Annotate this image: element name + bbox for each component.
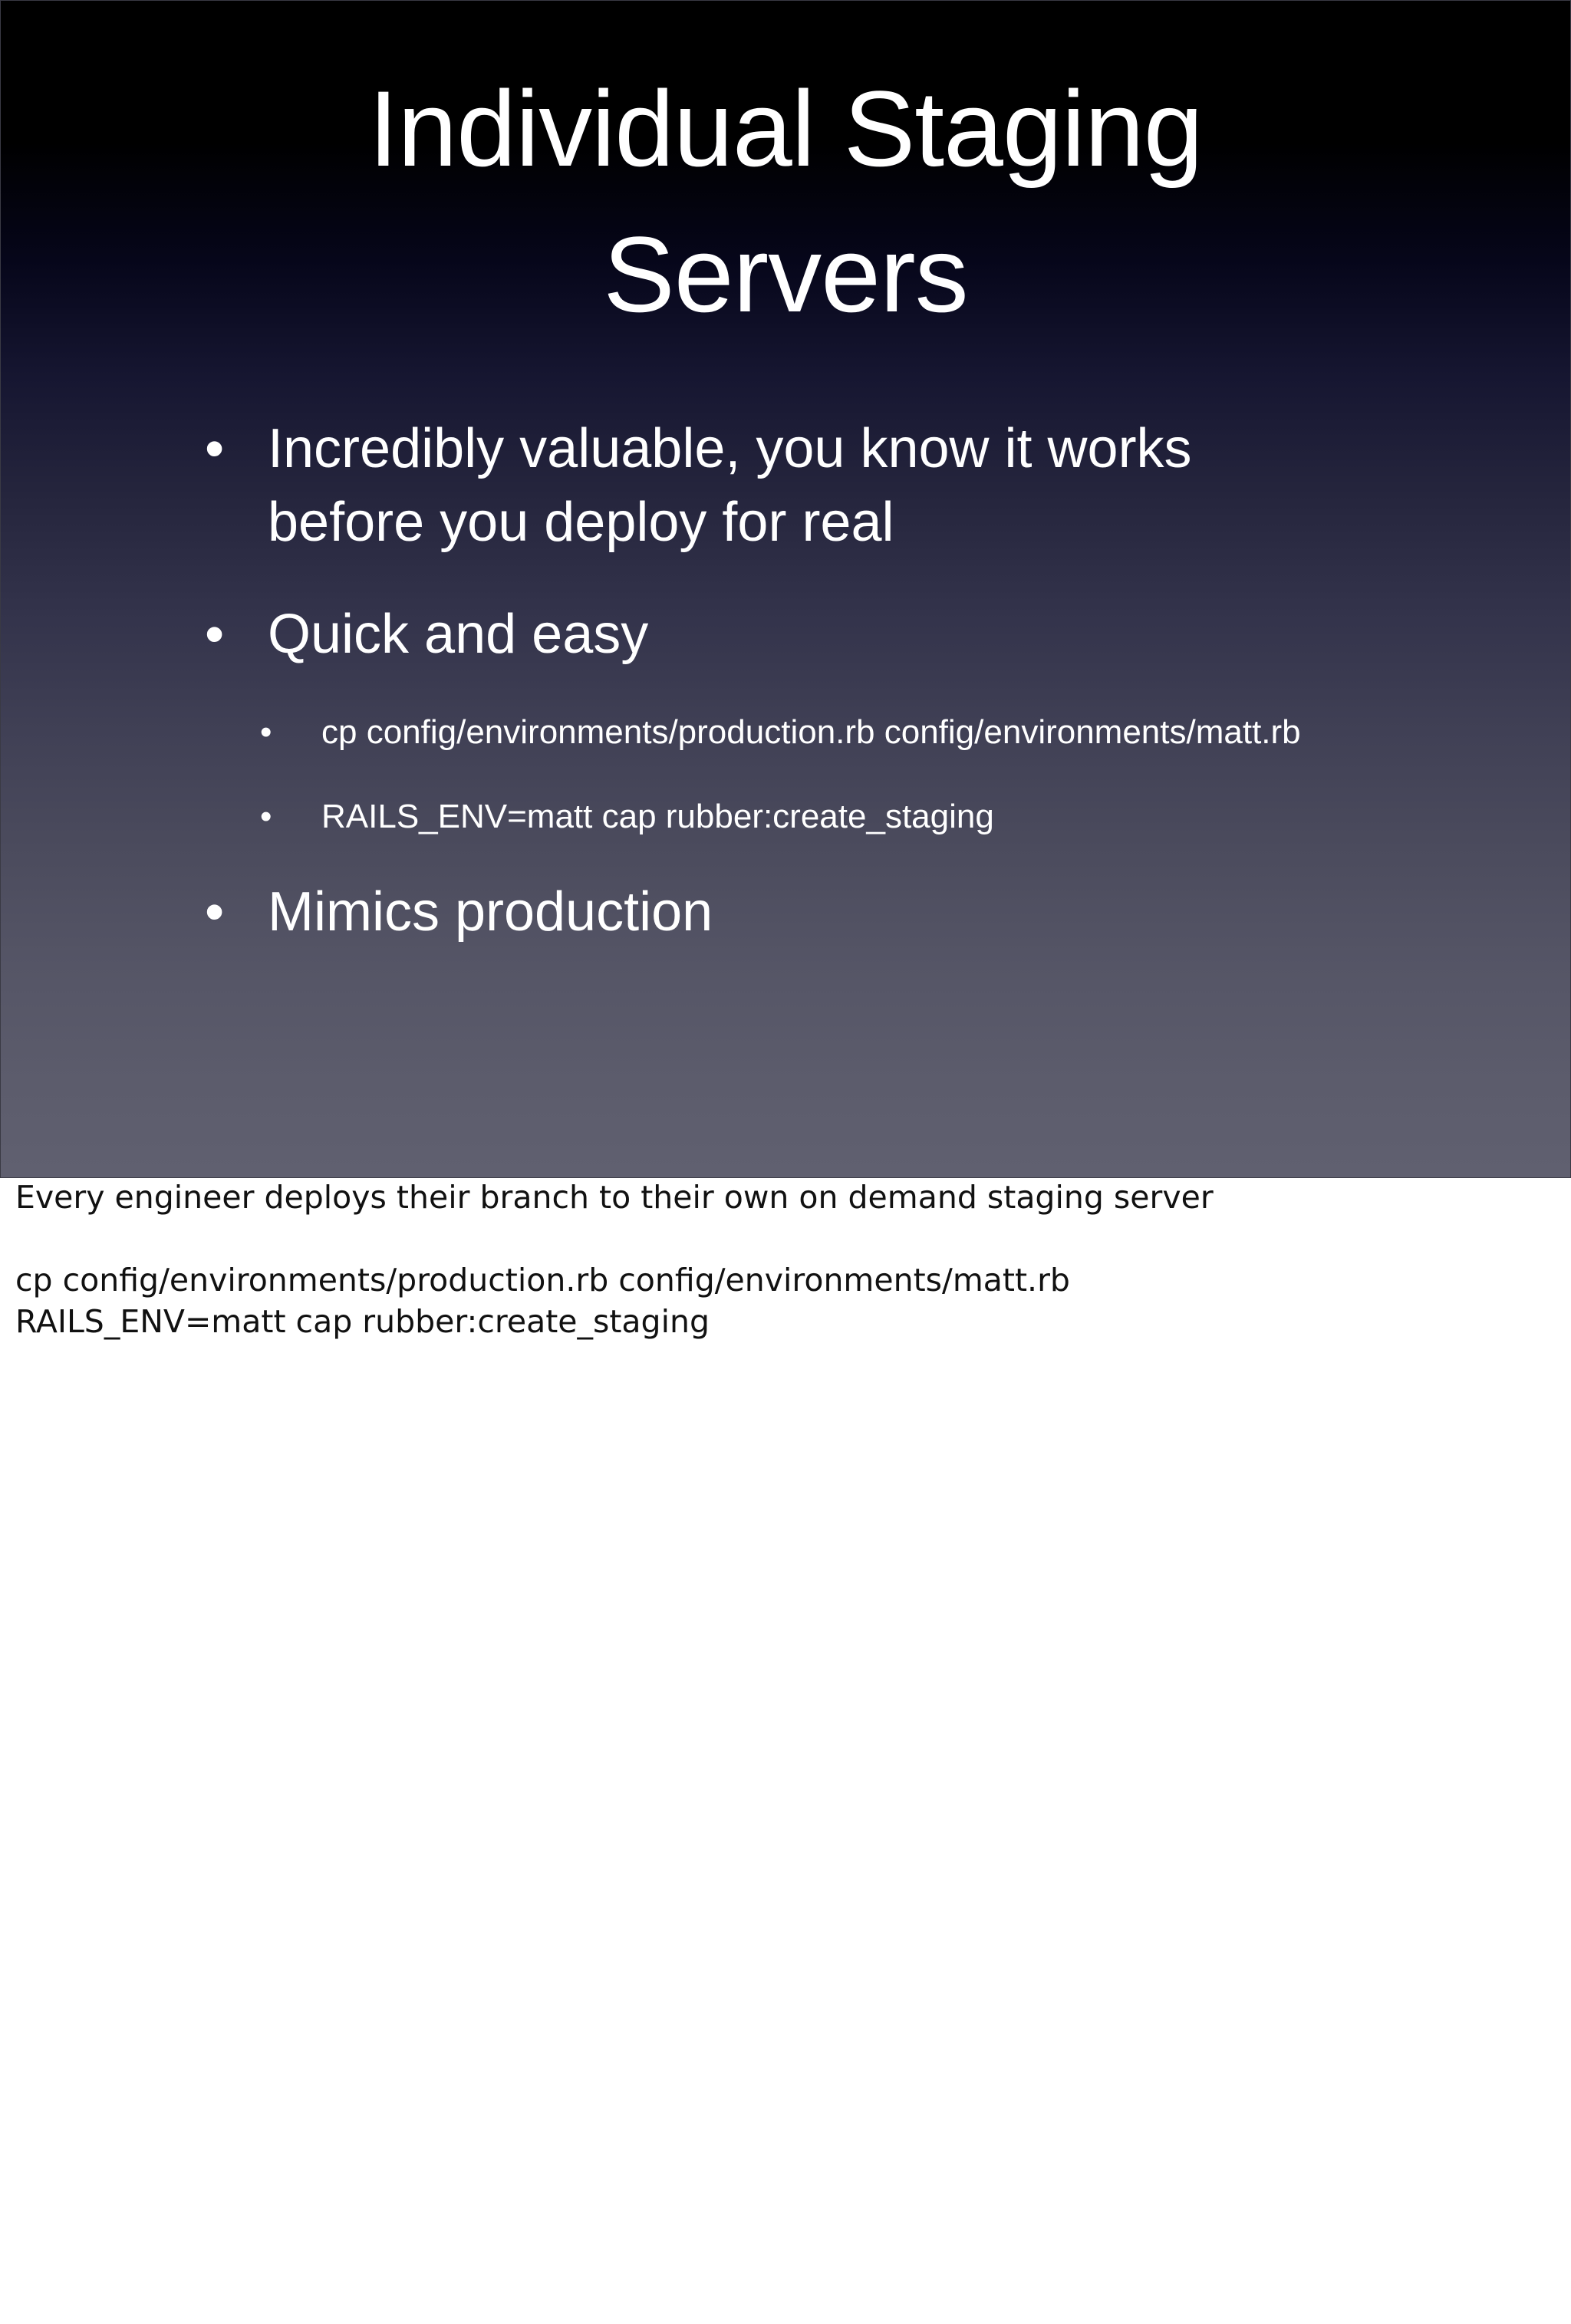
notes-spacer: [15, 1218, 1214, 1259]
slide-title-line-2: Servers: [603, 214, 968, 334]
bullet-item: [205, 597, 1418, 671]
bullet-text: Quick and easy: [268, 604, 649, 665]
sub-bullet-item: [260, 794, 994, 840]
bullet-dot-icon: •: [205, 881, 225, 943]
bullet-item: [205, 412, 1418, 559]
bullet-text-line-1: Incredibly valuable, you know it works: [268, 418, 1192, 479]
notes-line: cp config/environments/production.rb config/environments/matt.rb: [15, 1262, 1070, 1299]
bullet-dot-icon: •: [205, 604, 225, 665]
bullet-item: [205, 875, 1418, 949]
sub-bullet-dot-icon: •: [260, 713, 272, 751]
speaker-notes: [15, 1177, 1214, 1342]
bullet-text-line-2: before you deploy for real: [268, 492, 894, 553]
notes-line: Every engineer deploys their branch to their own on demand staging server: [15, 1179, 1214, 1216]
bullet-text: Mimics production: [268, 881, 713, 943]
notes-line: RAILS_ENV=matt cap rubber:create_staging: [15, 1303, 710, 1340]
sub-bullet-item: [260, 709, 1301, 755]
sub-bullet-text: cp config/environments/production.rb config/environments/matt.rb: [321, 713, 1301, 751]
sub-bullet-text: RAILS_ENV=matt cap rubber:create_staging: [321, 798, 994, 835]
slide-title-line-1: Individual Staging: [368, 68, 1203, 189]
slide-title: [1, 56, 1570, 347]
bullet-dot-icon: •: [205, 418, 225, 479]
sub-bullet-dot-icon: •: [260, 798, 272, 835]
